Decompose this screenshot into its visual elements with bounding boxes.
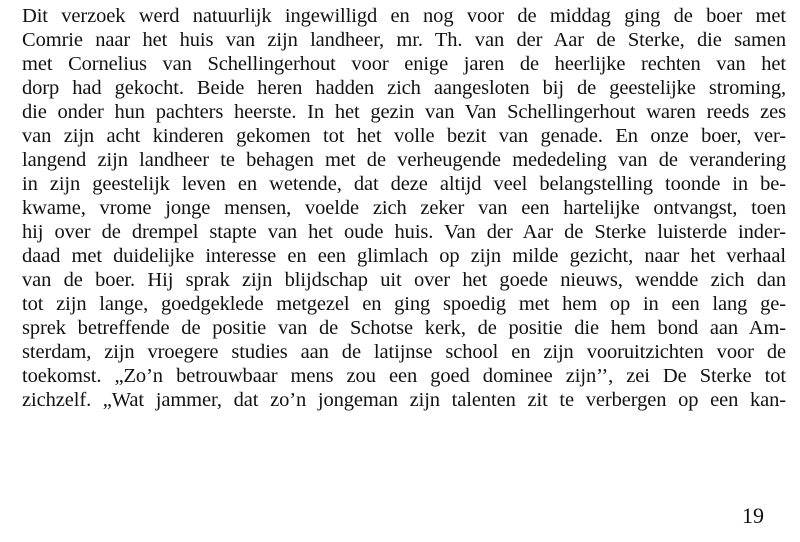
text-line-16: toekomst. „Zo’n betrouwbaar mens zou een goed dominee zijn’’, zei De Sterke tot	[22, 365, 786, 387]
text-line-1: Dit verzoek werd natuurlijk ingewilligd en nog voor de middag ging de boer met	[22, 5, 786, 27]
text-line-17: zichzelf. „Wat jammer, dat zo’n jongeman zijn talenten zit te verbergen op een kan-	[22, 389, 786, 411]
text-line-12: van de boer. Hij sprak zijn blijdschap uit over het goede nieuws, wendde zich dan	[22, 269, 786, 291]
text-line-4: dorp had gekocht. Beide heren hadden zich aangesloten bij de geestelijke stroming,	[22, 77, 786, 99]
text-line-6: van zijn acht kinderen gekomen tot het volle bezit van genade. En onze boer, ver-	[22, 125, 786, 147]
text-line-3: met Cornelius van Schellingerhout voor enige jaren de heerlijke rechten van het	[22, 53, 786, 75]
text-line-8: in zijn geestelijk leven en wetende, dat deze altijd veel belangstelling toonde in be-	[22, 173, 786, 195]
text-line-5: die onder hun pachters heerste. In het gezin van Van Schellingerhout waren reeds zes	[22, 101, 786, 123]
text-line-2: Comrie naar het huis van zijn landheer, mr. Th. van der Aar de Sterke, die samen	[22, 29, 786, 51]
text-line-14: sprek betreffende de positie van de Schotse kerk, de positie die hem bond aan Am-	[22, 317, 786, 339]
text-line-9: kwame, vrome jonge mensen, voelde zich zeker van een hartelijke ontvangst, toen	[22, 197, 786, 219]
text-line-7: langend zijn landheer te behagen met de verheugende mededeling van de verandering	[22, 149, 786, 171]
text-line-10: hij over de drempel stapte van het oude huis. Van der Aar de Sterke luisterde inder-	[22, 221, 786, 243]
text-line-13: tot zijn lange, goedgeklede metgezel en ging spoedig met hem op in een lang ge-	[22, 293, 786, 315]
body-text	[22, 4, 786, 412]
text-line-11: daad met duidelijke interesse en een glimlach op zijn milde gezicht, naar het verhaal	[22, 245, 786, 267]
page-number: 19	[742, 503, 764, 528]
text-line-15: sterdam, zijn vroegere studies aan de latijnse school en zijn vooruitzichten voor de	[22, 341, 786, 363]
